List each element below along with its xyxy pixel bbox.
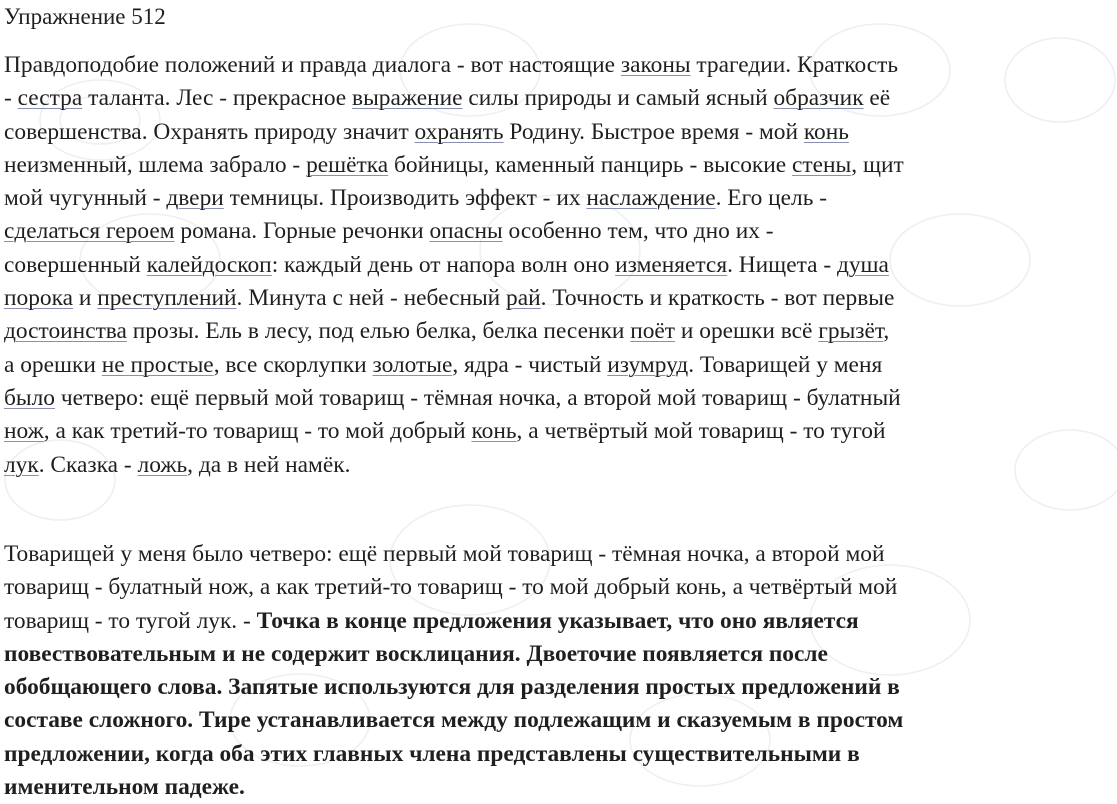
exercise-line — [4, 116, 1116, 149]
text-run: . Минута с ней - небесный — [236, 285, 507, 312]
underlined-word: порока — [4, 285, 73, 312]
underlined-word: конь — [471, 418, 517, 445]
text-run: мой чугунный - — [4, 185, 167, 212]
underlined-word: охранять — [414, 118, 504, 145]
underlined-word: стены — [792, 151, 852, 178]
underlined-word: выражение — [352, 85, 463, 112]
bold-explanation: Точка в конце предложения указывает, что оно является — [256, 607, 859, 634]
exercise-line — [4, 82, 1116, 115]
underlined-word: лук — [4, 451, 39, 478]
text-run: и — [73, 285, 98, 312]
bold-explanation: именительном падеже. — [4, 774, 245, 801]
text-run: совершенный — [4, 251, 147, 278]
answer-text — [4, 538, 1116, 804]
answer-line — [4, 571, 1116, 604]
text-run: темницы. Производить эффект - их — [223, 185, 587, 212]
text-run: , да в ней намёк. — [187, 451, 351, 478]
bold-explanation: обобщающего слова. Запятые используются для разделения простых предложений в — [4, 674, 900, 701]
exercise-line — [4, 249, 1116, 282]
text-run: и орешки всё — [675, 318, 819, 345]
underlined-word: грызёт — [818, 318, 884, 345]
underlined-word: калейдоскоп — [146, 251, 272, 278]
underlined-word: изумруд — [607, 351, 689, 378]
exercise-line — [4, 349, 1116, 382]
underlined-word: преступлений — [97, 285, 237, 312]
bold-explanation: предложении, когда оба этих главных члена представлены существительными в — [4, 740, 860, 767]
underlined-word: золотые — [372, 351, 453, 378]
text-run: . Сказка - — [38, 451, 138, 478]
text-run: , а как третий-то товарищ - то мой добрый — [43, 418, 472, 445]
answer-line — [4, 671, 1116, 704]
exercise-line — [4, 49, 1116, 82]
answer-line — [4, 738, 1116, 771]
underlined-word: наслаждение — [586, 185, 716, 212]
exercise-title: Упражнение 512 — [4, 4, 166, 29]
exercise-text — [4, 49, 1116, 482]
text-run: прозы. Ель в лесу, под елью белка, белка песенки — [126, 318, 631, 345]
text-run: товарищ - булатный нож, а как третий-то товарищ - то мой добрый конь, а четвёртый мой — [4, 574, 898, 601]
underlined-word: сделаться героем — [4, 218, 175, 245]
exercise-line — [4, 382, 1116, 415]
text-run: совершенства. Охранять природу значит — [4, 118, 415, 145]
text-run: , ядра - чистый — [452, 351, 608, 378]
text-run: товарищ - то тугой лук. - — [4, 607, 257, 634]
underlined-word: образчик — [773, 85, 864, 112]
underlined-word: изменяется — [615, 251, 728, 278]
text-run: Правдоподобие положений и правда диалога - вот настоящие — [4, 52, 621, 78]
underlined-word: ложь — [137, 451, 188, 478]
underlined-word: законы — [620, 52, 691, 78]
underlined-word: решётка — [306, 151, 389, 178]
underlined-word: было — [4, 384, 55, 411]
text-run: трагедии. Краткость — [690, 52, 899, 78]
text-run: бойницы, каменный панцирь - высокие — [388, 151, 793, 178]
underlined-word: душа — [836, 251, 889, 278]
underlined-word: опасны — [429, 218, 503, 245]
answer-line — [4, 704, 1116, 737]
exercise-line — [4, 182, 1116, 215]
text-run: , — [883, 318, 890, 345]
text-run: . Его цель - — [715, 185, 828, 212]
text-run: неизменный, шлема забрало - — [4, 151, 307, 178]
answer-line — [4, 771, 1116, 804]
bold-explanation: составе сложного. Тире устанавливается между подлежащим и сказуемым в простом — [4, 707, 904, 734]
underlined-word: достоинства — [4, 318, 127, 345]
answer-line — [4, 538, 1116, 571]
exercise-line — [4, 215, 1116, 248]
exercise-line — [4, 415, 1116, 448]
text-run: особенно тем, что дно их - — [502, 218, 774, 245]
text-run: , щит — [851, 151, 904, 178]
exercise-line — [4, 449, 1116, 482]
underlined-word: конь — [803, 118, 849, 145]
underlined-word: нож — [4, 418, 44, 445]
exercise-line — [4, 149, 1116, 182]
text-run: силы природы и самый ясный — [462, 85, 774, 112]
text-run: . Нищета - — [727, 251, 837, 278]
text-run: Товарищей у меня было четверо: ещё первый мой товарищ - тёмная ночка, а второй мой — [4, 541, 885, 567]
text-run: . Товарищей у меня — [688, 351, 883, 378]
text-run: - — [4, 85, 18, 112]
underlined-word: поёт — [630, 318, 676, 345]
answer-line — [4, 638, 1116, 671]
bold-explanation: повествовательным и не содержит восклицания. Двоеточие появляется после — [4, 640, 828, 667]
underlined-word: двери — [166, 185, 224, 212]
underlined-word: рай — [506, 285, 541, 312]
text-run: а орешки — [4, 351, 102, 378]
text-run: Родину. Быстрое время - мой — [503, 118, 804, 145]
underlined-word: сестра — [17, 85, 83, 112]
text-run: четверо: ещё первый мой товарищ - тёмная ночка, а второй мой товарищ - булатный — [54, 384, 901, 411]
exercise-line — [4, 282, 1116, 315]
text-run: романа. Горные речонки — [174, 218, 430, 245]
text-run: , все скорлупки — [213, 351, 373, 378]
text-run: таланта. Лес - прекрасное — [82, 85, 353, 112]
answer-line — [4, 605, 1116, 638]
text-run: . Точность и краткость - вот первые — [540, 285, 895, 312]
text-run: , а четвёртый мой товарищ - то тугой — [516, 418, 886, 445]
text-run: : каждый день от напора волн оно — [271, 251, 616, 278]
text-run: её — [863, 85, 891, 112]
exercise-line — [4, 315, 1116, 348]
underlined-word: не простые — [101, 351, 214, 378]
